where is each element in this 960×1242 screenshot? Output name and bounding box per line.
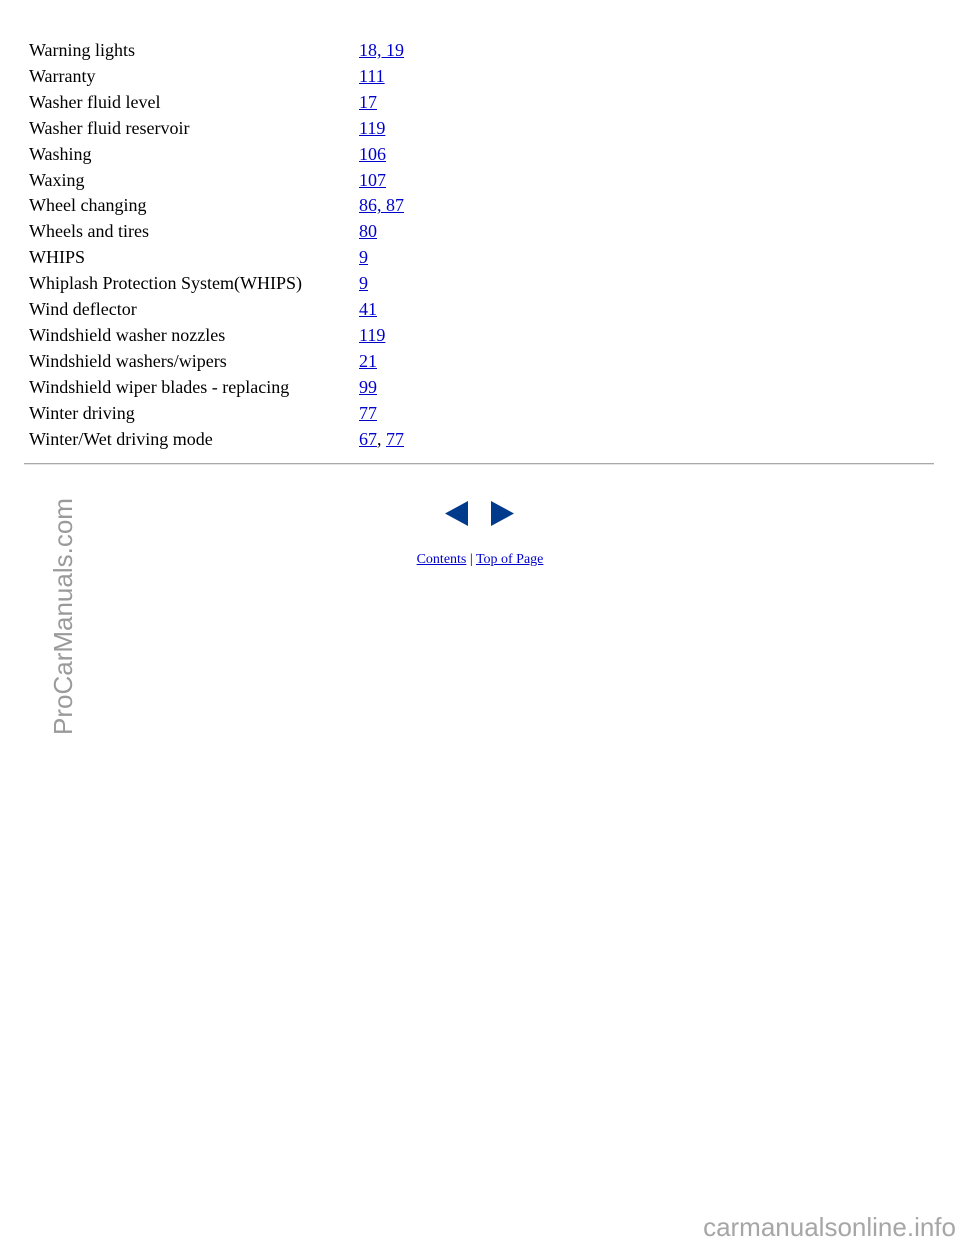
index-row (29, 401, 404, 427)
index-pages (359, 193, 404, 219)
index-table (29, 38, 404, 453)
index-pages (359, 349, 404, 375)
page-link[interactable]: 17 (359, 91, 377, 112)
page-link[interactable]: 9 (359, 273, 368, 294)
page-link[interactable]: 119 (359, 324, 386, 345)
index-term: Windshield washer nozzles (29, 324, 226, 345)
page-link[interactable]: 18, 19 (359, 40, 404, 60)
footer-links (0, 551, 960, 569)
page-link[interactable]: 111 (359, 65, 385, 86)
arrow-right-icon (489, 500, 516, 527)
index-pages (359, 64, 404, 90)
index-pages (359, 219, 404, 245)
arrow-left-shape (445, 501, 468, 526)
index-term: Washer fluid reservoir (29, 117, 190, 138)
index-term: Winter/Wet driving mode (29, 428, 213, 449)
index-row (29, 349, 404, 375)
top-of-page-link[interactable]: Top of Page (475, 552, 544, 567)
footer-separator: | (469, 552, 473, 567)
index-row (29, 116, 404, 142)
previous-page-button[interactable] (443, 500, 470, 527)
index-term: Windshield washers/wipers (29, 350, 227, 371)
page-separator: , (377, 428, 386, 449)
page-navigation (443, 500, 517, 527)
index-term: Wheels and tires (29, 221, 149, 242)
bottom-watermark: carmanualsonline.info (703, 1212, 956, 1242)
index-term: Whiplash Protection System(WHIPS) (29, 273, 302, 294)
index-pages (359, 427, 404, 453)
index-pages (359, 271, 404, 297)
index-pages (359, 245, 404, 271)
index-row (29, 323, 404, 349)
side-watermark (0, 490, 78, 750)
page-link[interactable]: 9 (359, 247, 368, 268)
index-row (29, 193, 404, 219)
index-term: Wind deflector (29, 299, 137, 320)
page-link[interactable]: 99 (359, 376, 377, 397)
page-link[interactable]: 77 (386, 428, 404, 449)
index-pages (359, 116, 404, 142)
index-row (29, 271, 404, 297)
index-term: Warranty (29, 65, 96, 86)
index-term: Wheel changing (29, 195, 147, 216)
page-link[interactable]: 86, 87 (359, 195, 404, 216)
index-row (29, 245, 404, 271)
arrow-right-shape (491, 501, 514, 526)
index-term: Windshield wiper blades - replacing (29, 376, 290, 397)
index-pages (359, 401, 404, 427)
index-term: Washer fluid level (29, 91, 161, 112)
index-row (29, 427, 404, 453)
index-term: Warning lights (29, 40, 136, 60)
page-link[interactable]: 107 (359, 169, 386, 190)
contents-link[interactable]: Contents (416, 552, 467, 567)
index-term: Winter driving (29, 402, 135, 423)
index-row (29, 142, 404, 168)
index-row (29, 38, 404, 64)
index-term: Washing (29, 143, 92, 164)
index-pages (359, 142, 404, 168)
index-row (29, 375, 404, 401)
page-link[interactable]: 80 (359, 221, 377, 242)
next-page-button[interactable] (489, 500, 516, 527)
index-term: WHIPS (29, 247, 86, 268)
side-watermark-text: ProCarManuals.com (48, 498, 78, 735)
arrow-left-icon (443, 500, 470, 527)
index-pages (359, 168, 404, 194)
index-pages (359, 38, 404, 64)
index-pages (359, 375, 404, 401)
page-link[interactable]: 77 (359, 402, 377, 423)
index-body (29, 38, 404, 453)
index-pages (359, 297, 404, 323)
index-pages (359, 323, 404, 349)
index-row (29, 297, 404, 323)
page-link[interactable]: 21 (359, 350, 377, 371)
index-pages (359, 90, 404, 116)
index-row (29, 64, 404, 90)
page-link[interactable]: 106 (359, 143, 386, 164)
index-row (29, 90, 404, 116)
index-term: Waxing (29, 169, 85, 190)
index-row (29, 168, 404, 194)
page-link[interactable]: 67 (359, 428, 377, 449)
page-link[interactable]: 119 (359, 117, 386, 138)
divider (24, 463, 934, 465)
page-link[interactable]: 41 (359, 299, 377, 320)
index-row (29, 219, 404, 245)
